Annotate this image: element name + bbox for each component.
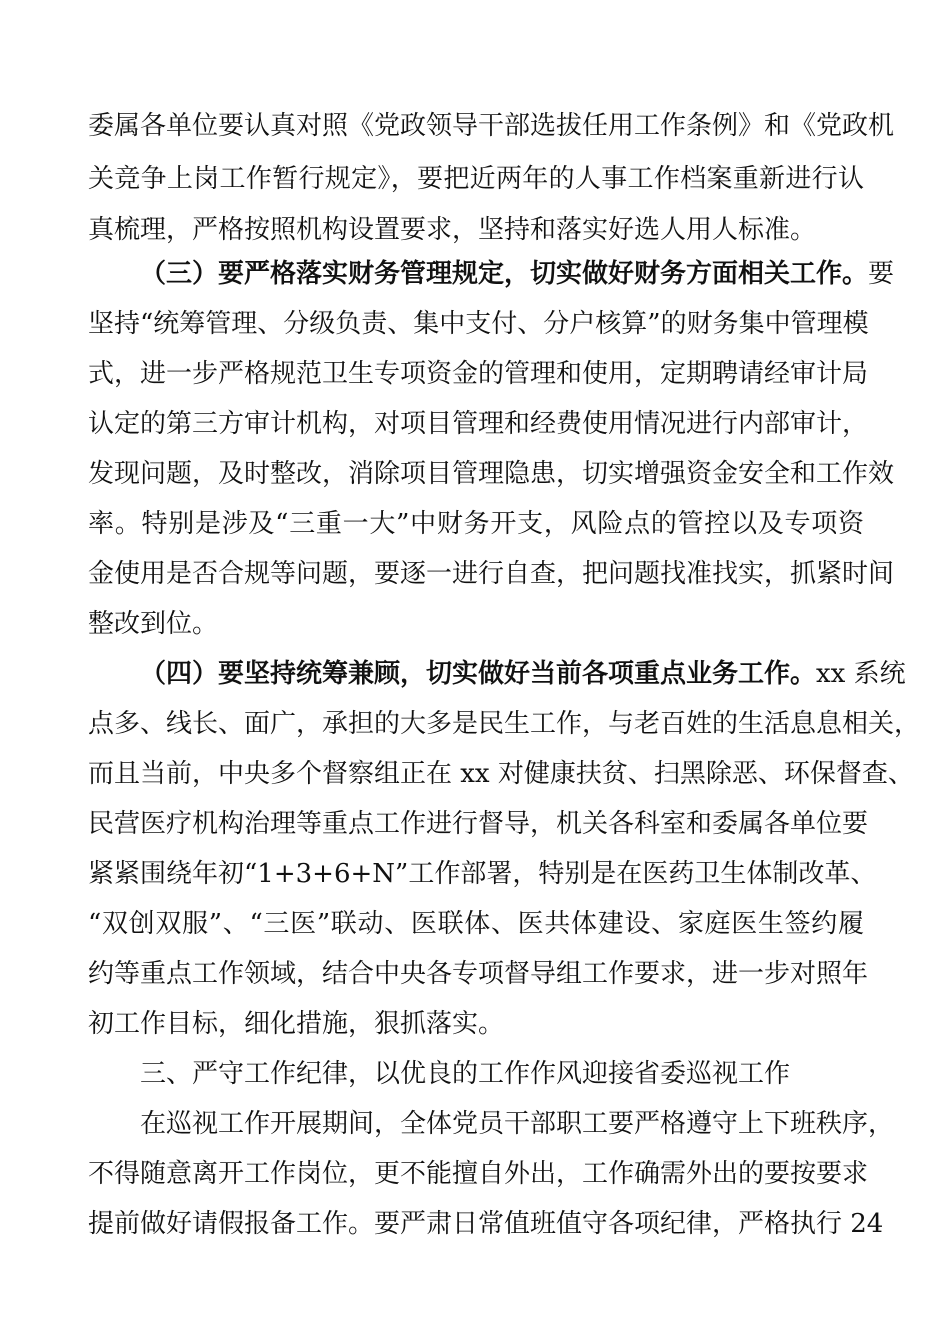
paragraph-line: 真梳理，严格按照机构设置要求，坚持和落实好选人用人标准。 — [88, 215, 817, 245]
paragraph-line: 式，进一步严格规范卫生专项资金的管理和使用，定期聘请经审计局 — [88, 359, 869, 389]
paragraph-first-line — [140, 250, 895, 298]
paragraph-line: 初工作目标，细化措施，狠抓落实。 — [88, 1009, 505, 1039]
paragraph-line: 民营医疗机构治理等重点工作进行督导，机关各科室和委属各单位要 — [88, 809, 869, 839]
paragraph-first-line: 在巡视工作开展期间，全体党员干部职工要严格遵守上下班秩序， — [140, 1109, 895, 1139]
paragraph-line: 关竞争上岗工作暂行规定》，要把近两年的人事工作档案重新进行认 — [88, 164, 864, 194]
paragraph-line: “双创双服”、“三医”联动、医联体、医共体建设、家庭医生签约履 — [88, 909, 864, 939]
paragraph-line: 认定的第三方审计机构，对项目管理和经费使用情况进行内部审计， — [88, 409, 869, 439]
paragraph-line: 率。特别是涉及“三重一大”中财务开支，风险点的管控以及专项资 — [88, 509, 864, 539]
paragraph-line: 金使用是否合规等问题，要逐一进行自查，把问题找准找实，抓紧时间 — [88, 559, 895, 589]
paragraph-line: 坚持“统筹管理、分级负责、集中支付、分户核算”的财务集中管理模 — [88, 309, 869, 339]
paragraph-line: 发现问题，及时整改，消除项目管理隐患，切实增强资金安全和工作效 — [88, 459, 895, 489]
paragraph-line: 整改到位。 — [88, 609, 219, 639]
paragraph-line: 而且当前，中央多个督察组正在 xx 对健康扶贫、扫黑除恶、环保督查、 — [88, 759, 914, 789]
paragraph-text: 要 — [868, 259, 895, 289]
section-heading: 三、严守工作纪律，以优良的工作作风迎接省委巡视工作 — [140, 1059, 791, 1089]
paragraph-text: xx 系统 — [816, 659, 906, 689]
paragraph-line: 提前做好请假报备工作。要严肃日常值班值守各项纪律，严格执行 24 — [88, 1209, 884, 1239]
paragraph-line: 委属各单位要认真对照《党政领导干部选拔任用工作条例》和《党政机 — [88, 111, 895, 141]
paragraph-line: 约等重点工作领域，结合中央各专项督导组工作要求，进一步对照年 — [88, 959, 869, 989]
subsection-heading: （四）要坚持统筹兼顾，切实做好当前各项重点业务工作。 — [140, 659, 817, 689]
paragraph-line: 点多、线长、面广，承担的大多是民生工作，与老百姓的生活息息相关， — [88, 709, 921, 739]
subsection-heading: （三）要严格落实财务管理规定，切实做好财务方面相关工作。 — [140, 259, 869, 289]
paragraph-line: 不得随意离开工作岗位，更不能擅自外出，工作确需外出的要按要求 — [88, 1159, 869, 1189]
paragraph-line: 紧紧围绕年初“1+3+6+N”工作部署，特别是在医药卫生体制改革、 — [88, 859, 877, 889]
paragraph-first-line — [140, 650, 906, 698]
